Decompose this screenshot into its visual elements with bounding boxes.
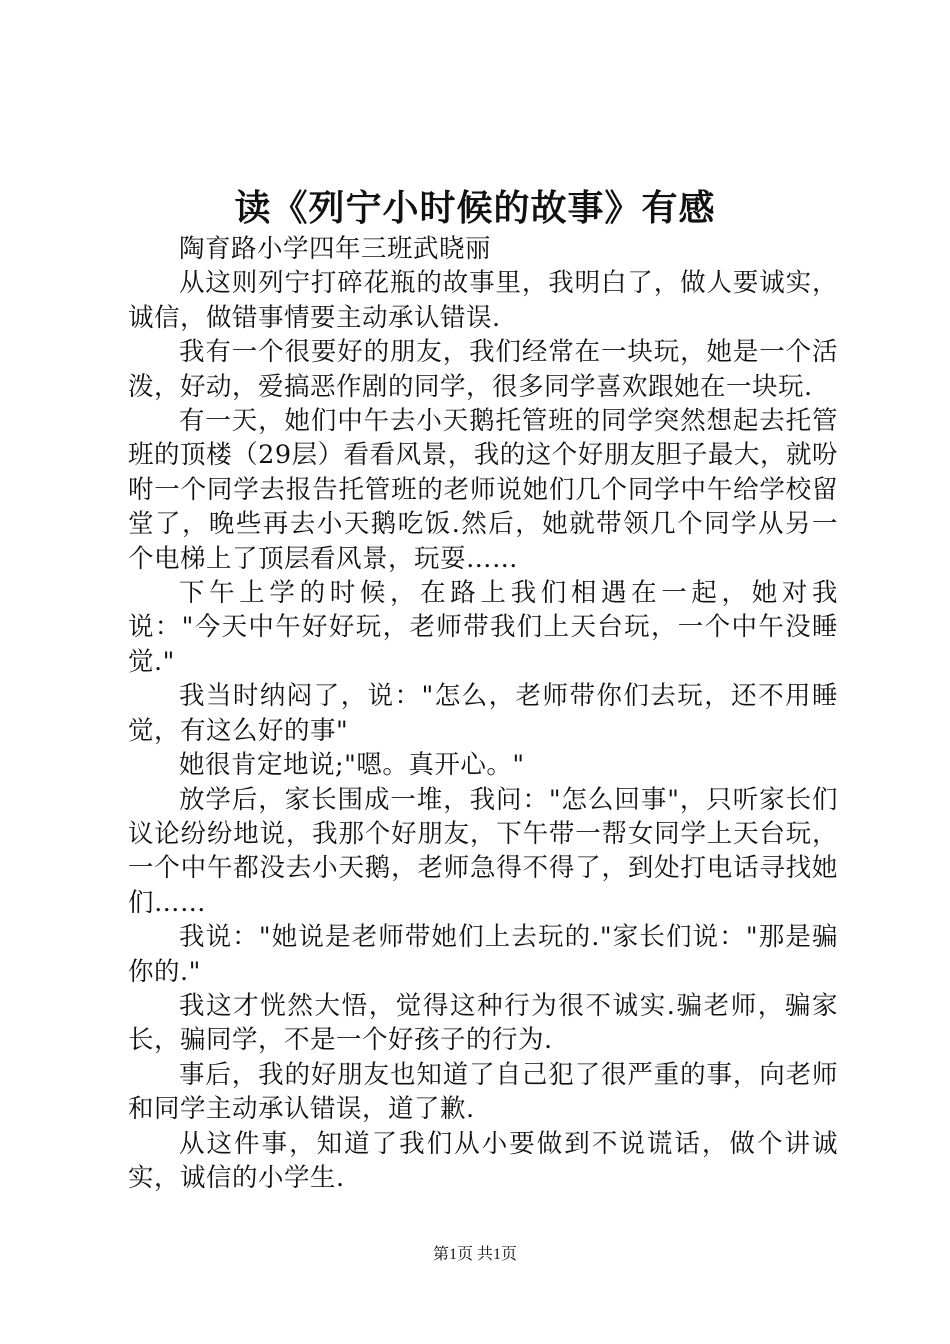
paragraph: 下午上学的时候，在路上我们相遇在一起，她对我说："今天中午好好玩，老师带我们上天台玩，一个中午没睡觉." [128, 578, 838, 677]
paragraph: 有一天，她们中午去小天鹅托管班的同学突然想起去托管班的顶楼（29层）看看风景，我的这个好朋友胆子最大，就吩咐一个同学去报告托管班的老师说她们几个同学中午给学校留堂了，晚些再去小天鹅吃饭.然后，她就带领几个同学从另一个电梯上了顶层看风景，玩耍…… [128, 406, 838, 574]
paragraph: 事后，我的好朋友也知道了自己犯了很严重的事，向老师和同学主动承认错误，道了歉. [128, 1059, 838, 1125]
paragraph: 从这则列宁打碎花瓶的故事里，我明白了，做人要诚实，诚信，做错事情要主动承认错误. [128, 268, 838, 333]
page-title: 读《列宁小时候的故事》有感 [234, 187, 716, 229]
paragraph: 我这才恍然大悟，觉得这种行为很不诚实.骗老师，骗家长，骗同学，不是一个好孩子的行为. [128, 990, 838, 1056]
page-footer: 第1页 共1页 [432, 1246, 517, 1263]
paragraph: 我有一个很要好的朋友，我们经常在一块玩，她是一个活泼，好动，爱搞恶作剧的同学，很多同学喜欢跟她在一块玩. [128, 337, 838, 402]
paragraph: 我当时纳闷了，说："怎么，老师带你们去玩，还不用睡觉，有这么好的事" [128, 681, 838, 746]
paragraph: 放学后，家长围成一堆，我问："怎么回事"，只听家长们议论纷纷地说，我那个好朋友，下午带一帮女同学上天台玩，一个中午都没去小天鹅，老师急得不得了，到处打电话寻找她们…… [128, 784, 838, 918]
paragraph: 我说："她说是老师带她们上去玩的."家长们说："那是骗你的." [128, 922, 838, 987]
paragraph: 从这件事，知道了我们从小要做到不说谎话，做个讲诚实，诚信的小学生. [128, 1128, 838, 1193]
author-line: 陶育路小学四年三班武晓丽 [179, 234, 492, 264]
essay-body [128, 232, 838, 1195]
paragraph: 她很肯定地说;"嗯。真开心。" [179, 750, 525, 781]
